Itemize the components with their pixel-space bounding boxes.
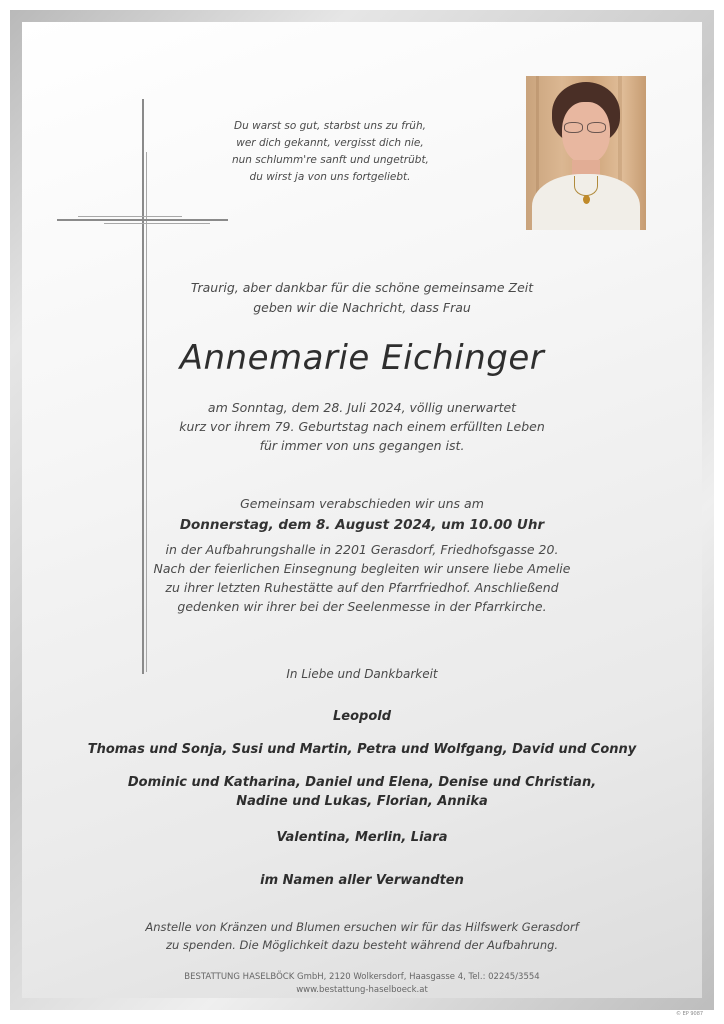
farewell-date: Donnerstag, dem 8. August 2024, um 10.00 Uhr <box>179 517 545 533</box>
funeral-home-footer <box>0 971 724 997</box>
notice-line: Anstelle von Kränzen und Blumen ersuchen wir für das Hilfswerk Gerasdorf <box>145 920 579 934</box>
poem-line: Du warst so gut, starbst uns zu früh, <box>234 120 426 132</box>
donation-notice <box>0 918 724 954</box>
death-notice-line: am Sonntag, dem 28. Juli 2024, völlig unerwartet <box>207 400 517 415</box>
funeral-home-address: BESTATTUNG HASELBÖCK GmbH, 2120 Wolkersdorf, Haasgasse 4, Tel.: 02245/3554 <box>184 972 540 982</box>
farewell-details <box>0 540 724 616</box>
announcement-intro <box>0 278 724 318</box>
notice-line: zu spenden. Die Möglichkeit dazu besteht während der Aufbahrung. <box>165 938 559 952</box>
family-children: Thomas und Sonja, Susi und Martin, Petra und Wolfgang, David und Conny <box>87 742 637 757</box>
details-line: in der Aufbahrungshalle in 2201 Gerasdorf, Friedhofsgasse 20. <box>165 542 559 557</box>
intro-line: Traurig, aber dankbar für die schöne gemeinsame Zeit <box>190 280 534 295</box>
print-code: © EP 9087 <box>676 1011 704 1017</box>
portrait-photo <box>526 76 646 230</box>
poem-line: wer dich gekannt, vergisst dich nie, <box>236 137 424 149</box>
funeral-home-website[interactable]: www.bestattung-haselboeck.at <box>296 985 428 995</box>
closing-phrase: In Liebe und Dankbarkeit <box>286 667 438 681</box>
intro-line: geben wir die Nachricht, dass Frau <box>253 300 471 315</box>
death-notice-line: kurz vor ihrem 79. Geburtstag nach einem erfüllten Leben <box>179 419 545 434</box>
death-notice-line: für immer von uns gegangen ist. <box>259 438 465 453</box>
memorial-poem <box>232 118 428 186</box>
details-line: gedenken wir ihrer bei der Seelenmesse in der Pfarrkirche. <box>177 599 547 614</box>
details-line: zu ihrer letzten Ruhestätte auf den Pfarrfriedhof. Anschließend <box>165 580 559 595</box>
poem-line: du wirst ja von uns fortgeliebt. <box>249 171 411 183</box>
farewell-intro: Gemeinsam verabschieden wir uns am <box>240 496 484 511</box>
family-grandchildren <box>0 773 724 811</box>
family-great-grandchildren: Valentina, Merlin, Liara <box>276 830 448 845</box>
grandchildren-line: Dominic und Katharina, Daniel und Elena, Denise und Christian, <box>127 775 597 790</box>
family-relatives: im Namen aller Verwandten <box>260 873 464 888</box>
details-line: Nach der feierlichen Einsegnung begleiten wir unsere liebe Amelie <box>153 561 571 576</box>
deceased-name: Annemarie Eichinger <box>179 338 545 378</box>
death-notice <box>0 398 724 455</box>
poem-line: nun schlumm're sanft und ungetrübt, <box>232 154 429 166</box>
family-spouse: Leopold <box>332 709 392 724</box>
grandchildren-line: Nadine und Lukas, Florian, Annika <box>236 794 488 809</box>
